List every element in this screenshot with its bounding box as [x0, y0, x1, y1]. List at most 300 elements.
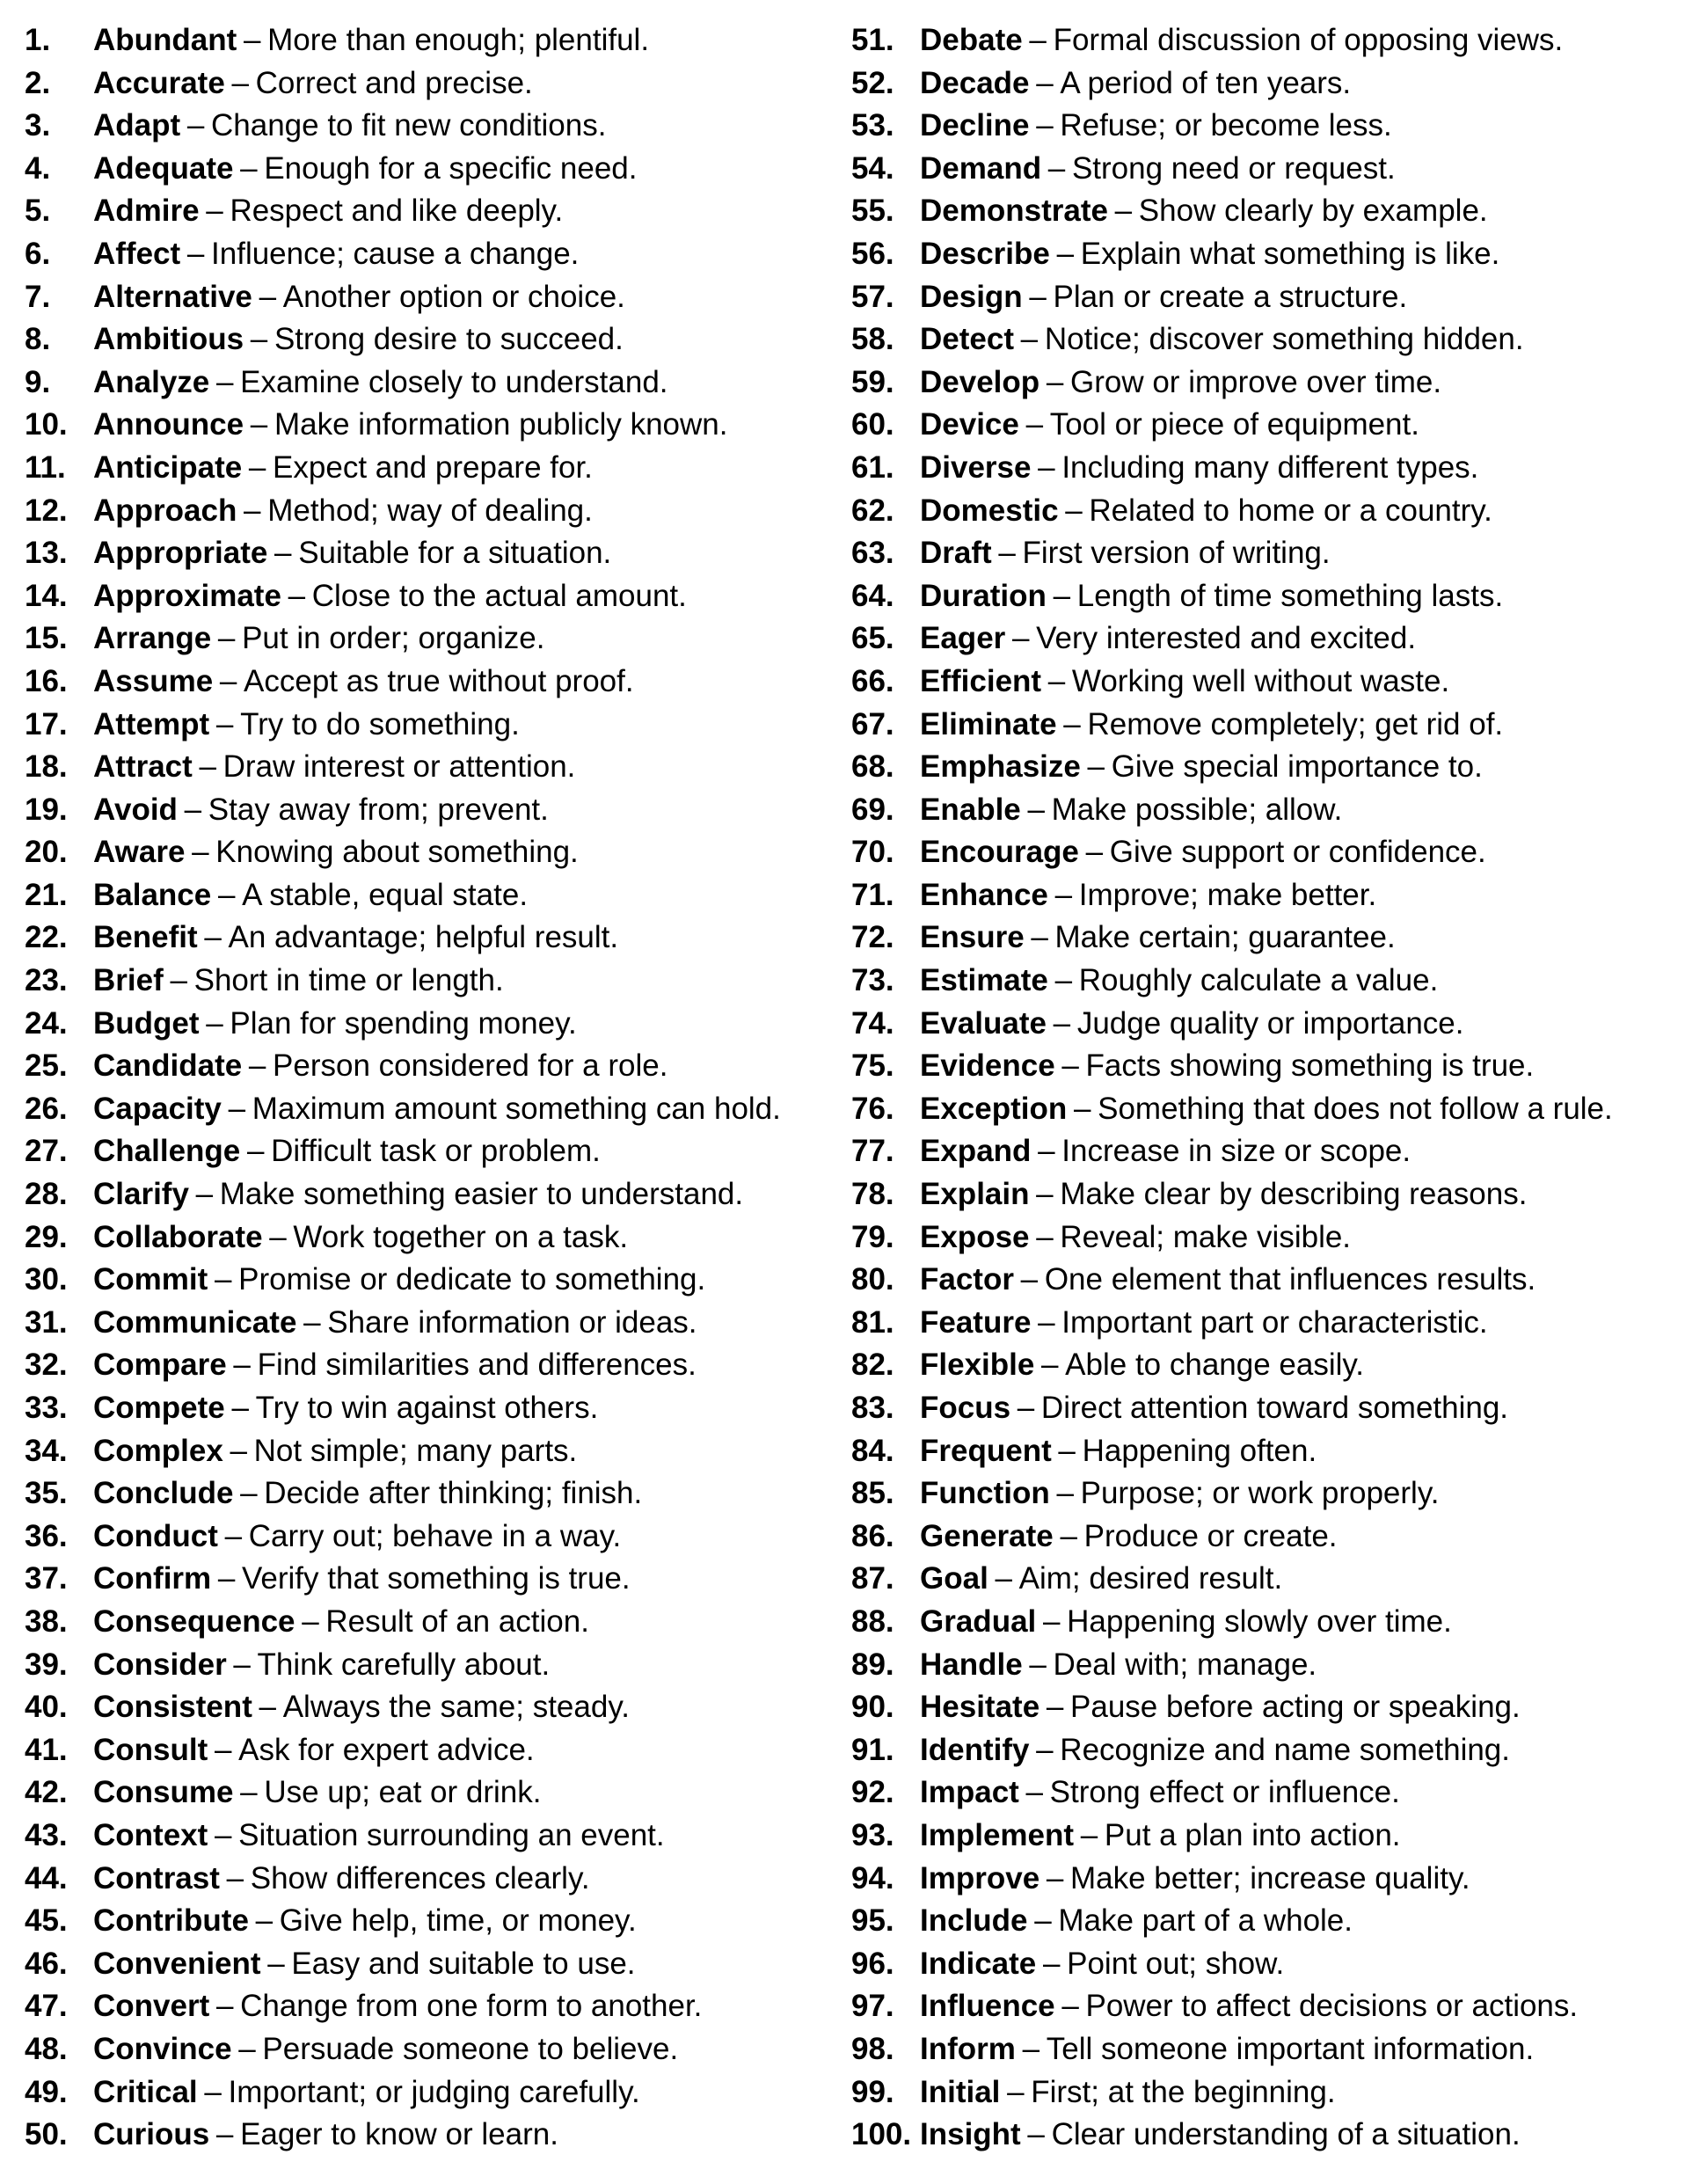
entry-definition: Tell someone important information. [1046, 2031, 1535, 2066]
entry-separator: – [1053, 578, 1071, 613]
entry-separator: – [240, 1775, 258, 1810]
entry-number: 77. [851, 1134, 894, 1169]
entry-number: 5. [25, 194, 51, 229]
entry-separator: – [238, 2031, 256, 2066]
vocabulary-entry [25, 19, 834, 62]
entry-word: Commit [93, 1262, 208, 1297]
entry-separator: – [215, 706, 234, 741]
entry-definition: Respect and like deeply. [230, 194, 564, 229]
entry-number: 2. [25, 65, 51, 100]
entry-separator: – [259, 1690, 277, 1725]
vocabulary-entry [851, 2114, 1669, 2157]
vocabulary-entry [25, 1729, 834, 1772]
entry-definition: Accept as true without proof. [244, 663, 634, 698]
vocabulary-entry [25, 617, 834, 661]
entry-definition: Give support or confidence. [1109, 835, 1486, 870]
entry-separator: – [186, 236, 205, 271]
entry-definition: Make something easier to understand. [219, 1177, 744, 1212]
entry-definition: Working well without waste. [1071, 663, 1450, 698]
vocabulary-entry [25, 1985, 834, 2028]
entry-number: 94. [851, 1860, 894, 1895]
vocabulary-entry [851, 1686, 1669, 1729]
entry-separator: – [243, 23, 261, 57]
entry-word: Critical [93, 2074, 198, 2109]
entry-definition: A period of ten years. [1060, 65, 1352, 100]
entry-definition: Tool or piece of equipment. [1049, 407, 1419, 442]
entry-word: Compare [93, 1348, 227, 1383]
entry-word: Explain [920, 1177, 1030, 1212]
entry-definition: Short in time or length. [193, 963, 504, 998]
entry-word: Debate [920, 23, 1023, 57]
vocabulary-entry [851, 1472, 1669, 1516]
vocabulary-entry [851, 190, 1669, 233]
entry-word: Ensure [920, 920, 1025, 955]
entry-number: 93. [851, 1817, 894, 1852]
entry-word: Complex [93, 1433, 223, 1468]
entry-definition: Try to win against others. [255, 1391, 599, 1425]
entry-word: Exception [920, 1091, 1068, 1126]
entry-word: Adequate [93, 150, 234, 186]
entry-word: Context [93, 1817, 208, 1852]
entry-word: Accurate [93, 65, 225, 100]
entry-separator: – [1038, 1134, 1055, 1169]
entry-separator: – [1065, 493, 1083, 528]
entry-definition: Happening slowly over time. [1067, 1603, 1452, 1639]
entry-number: 24. [25, 1005, 68, 1041]
entry-word: Approximate [93, 578, 281, 613]
vocabulary-entry [25, 917, 834, 960]
entry-number: 18. [25, 749, 68, 785]
entry-word: Duration [920, 578, 1047, 613]
entry-number: 46. [25, 1946, 68, 1981]
vocabulary-entry [851, 105, 1669, 148]
entry-definition: Make possible; allow. [1051, 792, 1343, 827]
entry-definition: A stable, equal state. [242, 877, 529, 912]
entry-separator: – [1042, 1603, 1061, 1639]
entry-word: Frequent [920, 1433, 1052, 1468]
entry-separator: – [1029, 1647, 1047, 1682]
vocabulary-entry [25, 2071, 834, 2115]
entry-number: 100. [851, 2117, 912, 2152]
entry-word: Focus [920, 1391, 1011, 1425]
entry-separator: – [219, 663, 237, 698]
vocabulary-entry [25, 62, 834, 106]
entry-number: 47. [25, 1989, 68, 2024]
vocabulary-column-left [25, 19, 834, 2157]
entry-separator: – [1038, 449, 1055, 485]
entry-number: 35. [25, 1476, 68, 1511]
vocabulary-entry [25, 1430, 834, 1473]
entry-separator: – [240, 150, 258, 186]
entry-word: Emphasize [920, 749, 1081, 785]
entry-definition: Knowing about something. [215, 835, 579, 870]
vocabulary-entry [851, 1430, 1669, 1473]
entry-word: Demand [920, 150, 1042, 186]
vocabulary-entry [25, 1900, 834, 1943]
entry-number: 14. [25, 578, 68, 613]
vocabulary-entry [851, 1558, 1669, 1601]
entry-definition: Carry out; behave in a way. [248, 1518, 622, 1553]
entry-definition: Enough for a specific need. [264, 150, 638, 186]
entry-word: Contribute [93, 1903, 249, 1939]
vocabulary-entry [851, 1173, 1669, 1216]
vocabulary-entry [851, 233, 1669, 276]
entry-number: 62. [851, 493, 894, 528]
entry-number: 97. [851, 1989, 894, 2024]
vocabulary-entry [851, 2028, 1669, 2071]
entry-word: Detect [920, 322, 1014, 357]
vocabulary-entry [25, 831, 834, 874]
entry-separator: – [274, 536, 292, 571]
entry-word: Insight [920, 2117, 1021, 2152]
entry-definition: Able to change easily. [1065, 1348, 1365, 1383]
entry-word: Confirm [93, 1561, 212, 1596]
vocabulary-entry [25, 746, 834, 789]
entry-definition: Another option or choice. [282, 279, 625, 314]
entry-word: Attempt [93, 706, 210, 741]
entry-separator: – [195, 1177, 214, 1212]
entry-separator: – [1029, 279, 1047, 314]
entry-separator: – [1087, 749, 1105, 785]
vocabulary-entry [851, 1729, 1669, 1772]
entry-number: 4. [25, 150, 51, 186]
entry-number: 38. [25, 1603, 68, 1639]
vocabulary-entry [851, 19, 1669, 62]
entry-number: 55. [851, 194, 894, 229]
entry-separator: – [250, 322, 268, 357]
vocabulary-entry [851, 661, 1669, 704]
entry-word: Clarify [93, 1177, 189, 1212]
entry-number: 27. [25, 1134, 68, 1169]
entry-definition: Roughly calculate a value. [1078, 963, 1439, 998]
vocabulary-entry [25, 1088, 834, 1131]
entry-separator: – [217, 877, 236, 912]
vocabulary-entry [25, 1045, 834, 1088]
vocabulary-entry [25, 1558, 834, 1601]
entry-number: 19. [25, 792, 68, 827]
entry-word: Evaluate [920, 1005, 1047, 1041]
entry-definition: Person considered for a role. [273, 1048, 668, 1084]
entry-separator: – [199, 749, 216, 785]
entry-definition: Change from one form to another. [240, 1989, 703, 2024]
entry-word: Consider [93, 1647, 227, 1682]
entry-definition: Make information publicly known. [274, 407, 728, 442]
entry-separator: – [259, 279, 277, 314]
entry-number: 23. [25, 963, 68, 998]
entry-number: 87. [851, 1561, 894, 1596]
entry-definition: Reveal; make visible. [1060, 1219, 1352, 1254]
entry-separator: – [215, 2117, 234, 2152]
vocabulary-entry [25, 2028, 834, 2071]
entry-number: 76. [851, 1091, 894, 1126]
entry-word: Encourage [920, 835, 1079, 870]
entry-number: 22. [25, 920, 68, 955]
entry-number: 43. [25, 1817, 68, 1852]
vocabulary-entry [25, 148, 834, 191]
entry-number: 13. [25, 536, 68, 571]
entry-separator: – [228, 1091, 246, 1126]
vocabulary-entry [851, 831, 1669, 874]
entry-number: 9. [25, 364, 51, 399]
entry-word: Affect [93, 236, 181, 271]
entry-word: Factor [920, 1262, 1014, 1297]
entry-definition: Show differences clearly. [250, 1860, 590, 1895]
entry-number: 89. [851, 1647, 894, 1682]
entry-number: 32. [25, 1348, 68, 1383]
entry-definition: Direct attention toward something. [1040, 1391, 1509, 1425]
entry-word: Contrast [93, 1860, 220, 1895]
entry-word: Decline [920, 108, 1030, 143]
vocabulary-entry [25, 1644, 834, 1687]
entry-word: Initial [920, 2074, 1001, 2109]
vocabulary-entry [851, 1771, 1669, 1815]
entry-definition: Plan or create a structure. [1053, 279, 1408, 314]
vocabulary-entry [25, 1686, 834, 1729]
entry-word: Flexible [920, 1348, 1035, 1383]
entry-word: Curious [93, 2117, 210, 2152]
entry-word: Announce [93, 407, 244, 442]
vocabulary-entry [851, 575, 1669, 618]
entry-word: Gradual [920, 1603, 1037, 1639]
entry-separator: – [214, 1817, 232, 1852]
entry-separator: – [1022, 2031, 1040, 2066]
entry-number: 44. [25, 1860, 68, 1895]
entry-definition: Influence; cause a change. [211, 236, 580, 271]
entry-definition: Grow or improve over time. [1070, 364, 1442, 399]
entry-definition: Not simple; many parts. [253, 1433, 578, 1468]
vocabulary-entry [25, 1216, 834, 1260]
entry-number: 99. [851, 2074, 894, 2109]
entry-number: 36. [25, 1518, 68, 1553]
vocabulary-entry [25, 1003, 834, 1046]
entry-number: 91. [851, 1732, 894, 1767]
entry-number: 12. [25, 493, 68, 528]
entry-separator: – [214, 1262, 232, 1297]
entry-definition: Ask for expert advice. [238, 1732, 535, 1767]
entry-definition: Make clear by describing reasons. [1060, 1177, 1528, 1212]
entry-definition: Suitable for a situation. [298, 536, 612, 571]
entry-separator: – [1080, 1817, 1098, 1852]
vocabulary-entry [25, 105, 834, 148]
entry-word: Describe [920, 236, 1050, 271]
entry-number: 71. [851, 877, 894, 912]
entry-separator: – [1060, 1518, 1077, 1553]
entry-number: 88. [851, 1603, 894, 1639]
vocabulary-entry [25, 1387, 834, 1430]
vocabulary-entry [25, 1516, 834, 1559]
entry-separator: – [224, 1518, 243, 1553]
entry-word: Arrange [93, 621, 212, 656]
entry-separator: – [1058, 1433, 1076, 1468]
entry-separator: – [1053, 1005, 1071, 1041]
entry-word: Convert [93, 1989, 210, 2024]
entry-word: Design [920, 279, 1023, 314]
entry-word: Conduct [93, 1518, 218, 1553]
entry-definition: Pause before acting or speaking. [1070, 1690, 1521, 1725]
entry-separator: – [995, 1561, 1012, 1596]
entry-separator: – [204, 920, 222, 955]
vocabulary-entry [25, 1943, 834, 1986]
entry-separator: – [244, 493, 261, 528]
entry-word: Expose [920, 1219, 1030, 1254]
entry-number: 15. [25, 621, 68, 656]
entry-word: Ambitious [93, 322, 244, 357]
entry-separator: – [248, 449, 266, 485]
entry-number: 7. [25, 279, 51, 314]
entry-separator: – [269, 1219, 287, 1254]
entry-word: Eliminate [920, 706, 1057, 741]
entry-separator: – [1056, 236, 1075, 271]
entry-separator: – [206, 1005, 223, 1041]
entry-definition: Think carefully about. [257, 1647, 551, 1682]
vocabulary-entry [25, 490, 834, 533]
entry-definition: Facts showing something is true. [1085, 1048, 1535, 1084]
entry-separator: – [1036, 1219, 1054, 1254]
entry-word: Identify [920, 1732, 1030, 1767]
entry-word: Expand [920, 1134, 1032, 1169]
entry-word: Collaborate [93, 1219, 263, 1254]
entry-number: 6. [25, 236, 51, 271]
entry-definition: Eager to know or learn. [240, 2117, 558, 2152]
entry-definition: Easy and suitable to use. [291, 1946, 636, 1981]
vocabulary-entry [851, 1045, 1669, 1088]
entry-definition: Notice; discover something hidden. [1044, 322, 1524, 357]
entry-number: 63. [851, 536, 894, 571]
vocabulary-entry [25, 960, 834, 1003]
entry-word: Convenient [93, 1946, 261, 1981]
vocabulary-entry [25, 704, 834, 747]
entry-separator: – [1063, 706, 1081, 741]
entry-definition: Deal with; manage. [1053, 1647, 1317, 1682]
entry-number: 82. [851, 1348, 894, 1383]
entry-word: Brief [93, 963, 164, 998]
entry-word: Include [920, 1903, 1028, 1939]
entry-number: 21. [25, 877, 68, 912]
entry-number: 45. [25, 1903, 68, 1939]
entry-number: 58. [851, 322, 894, 357]
entry-definition: Recognize and name something. [1060, 1732, 1511, 1767]
entry-separator: – [1046, 364, 1064, 399]
entry-separator: – [170, 963, 187, 998]
vocabulary-entry [851, 148, 1669, 191]
entry-separator: – [192, 835, 209, 870]
entry-number: 26. [25, 1091, 68, 1126]
entry-number: 16. [25, 663, 68, 698]
entry-number: 56. [851, 236, 894, 271]
entry-definition: First version of writing. [1022, 536, 1331, 571]
entry-definition: Change to fit new conditions. [211, 108, 607, 143]
entry-definition: Put in order; organize. [242, 621, 545, 656]
vocabulary-entry [25, 1302, 834, 1345]
entry-definition: Power to affect decisions or actions. [1085, 1989, 1579, 2024]
entry-word: Evidence [920, 1048, 1055, 1084]
entry-word: Indicate [920, 1946, 1037, 1981]
entry-separator: – [215, 1989, 234, 2024]
entry-separator: – [248, 1048, 266, 1084]
entry-separator: – [1027, 2117, 1045, 2152]
entry-separator: – [1031, 920, 1048, 955]
vocabulary-entry [25, 1344, 834, 1387]
entry-word: Improve [920, 1860, 1040, 1895]
entry-separator: – [1017, 1391, 1035, 1425]
entry-definition: Strong need or request. [1071, 150, 1396, 186]
vocabulary-entry [851, 532, 1669, 575]
vocabulary-entry [851, 960, 1669, 1003]
entry-definition: Promise or dedicate to something. [238, 1262, 706, 1297]
entry-number: 11. [25, 449, 66, 485]
entry-definition: Show clearly by example. [1138, 194, 1488, 229]
entry-definition: Produce or create. [1083, 1518, 1338, 1553]
entry-separator: – [1025, 407, 1044, 442]
entry-separator: – [1029, 23, 1047, 57]
entry-definition: More than enough; plentiful. [267, 23, 650, 57]
vocabulary-entry [25, 789, 834, 832]
entry-number: 40. [25, 1690, 68, 1725]
vocabulary-entry [25, 661, 834, 704]
entry-separator: – [1041, 1348, 1059, 1383]
vocabulary-entry [851, 1858, 1669, 1901]
entry-separator: – [1061, 1048, 1079, 1084]
entry-word: Eager [920, 621, 1006, 656]
entry-separator: – [1020, 322, 1039, 357]
entry-number: 41. [25, 1732, 68, 1767]
vocabulary-entry [851, 1815, 1669, 1858]
vocabulary-entry [851, 1216, 1669, 1260]
vocabulary-entry [25, 233, 834, 276]
entry-separator: – [267, 1946, 285, 1981]
entry-number: 34. [25, 1433, 68, 1468]
entry-definition: Put a plan into action. [1104, 1817, 1401, 1852]
entry-number: 61. [851, 449, 894, 485]
entry-number: 48. [25, 2031, 68, 2066]
entry-separator: – [1025, 1775, 1043, 1810]
entry-definition: One element that influences results. [1044, 1262, 1536, 1297]
entry-number: 74. [851, 1005, 894, 1041]
entry-definition: Correct and precise. [255, 65, 533, 100]
entry-separator: – [1047, 663, 1066, 698]
entry-word: Avoid [93, 792, 178, 827]
entry-definition: Stay away from; prevent. [208, 792, 549, 827]
vocabulary-entry [851, 1943, 1669, 1986]
entry-number: 60. [851, 407, 894, 442]
entry-word: Demonstrate [920, 194, 1108, 229]
entry-number: 10. [25, 407, 68, 442]
entry-number: 81. [851, 1304, 894, 1340]
entry-word: Influence [920, 1989, 1055, 2024]
entry-separator: – [1027, 792, 1045, 827]
entry-word: Impact [920, 1775, 1019, 1810]
entry-number: 20. [25, 835, 68, 870]
entry-separator: – [250, 407, 268, 442]
entry-definition: Always the same; steady. [282, 1690, 630, 1725]
entry-definition: Expect and prepare for. [273, 449, 593, 485]
entry-separator: – [217, 621, 236, 656]
entry-separator: – [217, 1561, 236, 1596]
vocabulary-entry [25, 1259, 834, 1302]
entry-separator: – [214, 1732, 232, 1767]
vocabulary-entry [851, 617, 1669, 661]
entry-word: Convince [93, 2031, 232, 2066]
entry-definition: Result of an action. [325, 1603, 589, 1639]
entry-word: Assume [93, 663, 214, 698]
entry-definition: Method; way of dealing. [267, 493, 593, 528]
vocabulary-entry [851, 1130, 1669, 1173]
entry-word: Generate [920, 1518, 1054, 1553]
entry-word: Approach [93, 493, 237, 528]
entry-number: 37. [25, 1561, 68, 1596]
entry-definition: Formal discussion of opposing views. [1053, 23, 1564, 57]
entry-number: 92. [851, 1775, 894, 1810]
